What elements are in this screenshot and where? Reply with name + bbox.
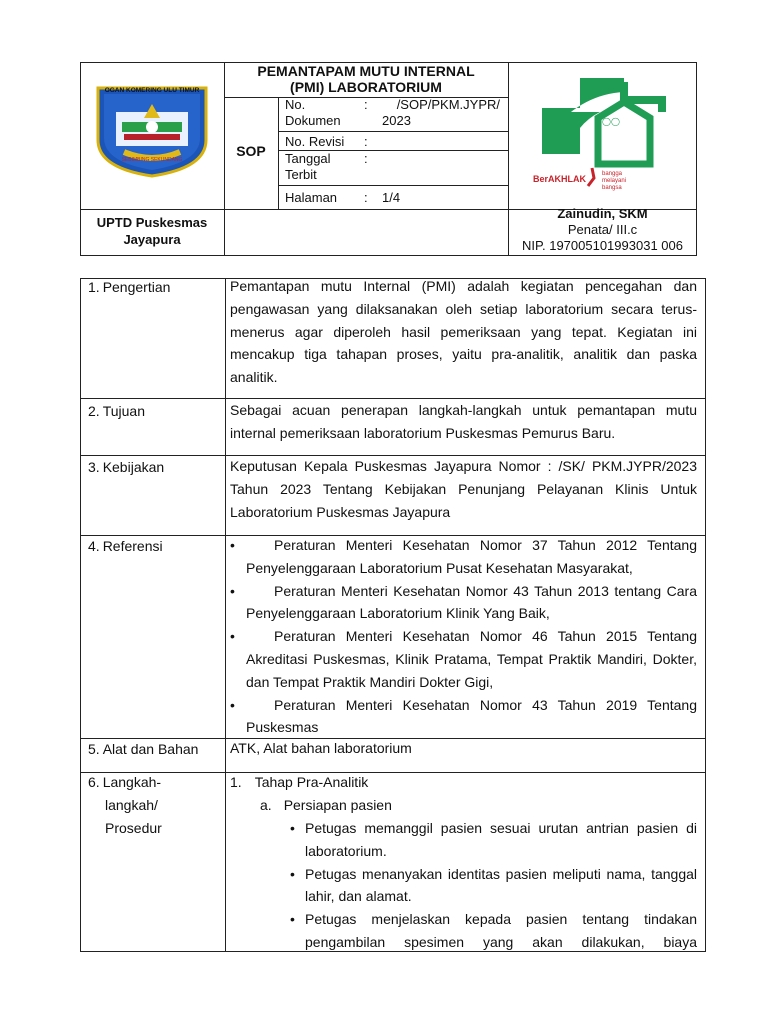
bullet-icon: •	[290, 865, 295, 882]
section-langkah-label: 6. Langkah- langkah/ Prosedur	[88, 774, 162, 836]
bullet-icon: •	[290, 820, 295, 836]
section-alat-text: ATK, Alat bahan laboratorium	[230, 740, 412, 756]
section-pengertian-label: 1. Pengertian	[88, 279, 171, 295]
content-table	[80, 278, 706, 952]
title-line-1: PEMANTAPAM MUTU INTERNAL	[257, 63, 475, 79]
procedure-list	[290, 817, 697, 954]
document-title	[224, 63, 508, 95]
procedure-substep-a: a. Persiapan pasien	[260, 797, 392, 813]
bullet-icon: •	[230, 582, 235, 599]
tagline-line-1: bangga	[602, 171, 623, 177]
bullet-icon: •	[230, 628, 235, 645]
health-ministry-logo	[528, 72, 678, 194]
title-line-2: (PMI) LABORATORIUM	[290, 79, 442, 95]
list-item: • Peraturan Menteri Kesehatan Nomor 43 Tahun 2019 Tentang Puskesmas	[230, 694, 697, 740]
doc-number-sep: :	[364, 97, 368, 112]
header-table	[80, 62, 697, 256]
list-item: • Peraturan Menteri Kesehatan Nomor 37 Tahun 2012 Tentang Penyelenggaraan Laboratorium Pusat Kesehatan Masyarakat,	[230, 534, 697, 580]
organization-name: UPTD Puskesmas Jayapura	[96, 215, 208, 247]
section-alat-label: 5. Alat dan Bahan	[88, 741, 199, 757]
bullet-icon: •	[230, 696, 235, 713]
page-value: 1/4	[382, 190, 401, 205]
section-referensi-label: 4. Referensi	[88, 538, 163, 554]
section-kebijakan-label: 3. Kebijakan	[88, 459, 165, 475]
list-item: • Petugas memanggil pasien sesuai urutan antrian pasien di laboratorium.	[290, 817, 697, 863]
page-sep: :	[364, 190, 368, 205]
bullet-icon: •	[290, 911, 295, 928]
tagline-line-2: melayani	[602, 178, 627, 184]
signer-nip: NIP. 197005101993031 006	[522, 238, 683, 253]
section-kebijakan-text: Keputusan Kepala Puskesmas Jayapura Nomor : /SK/ PKM.JYPR/2023 Tahun 2023 Tentang Kebijakan Penunjang Pelayanan Klinis Untuk Laboratorium Puskesmas Jayapura	[230, 458, 697, 520]
reference-list	[230, 534, 697, 739]
issue-date-sep: :	[364, 151, 368, 166]
section-tujuan-label: 2. Tujuan	[88, 403, 145, 419]
signer-rank: Penata/ III.c	[567, 222, 638, 237]
revision-sep: :	[364, 134, 368, 149]
doc-number-label: No. Dokumen	[285, 97, 341, 128]
bullet-icon: •	[230, 537, 235, 553]
list-item: • Petugas menjelaskan kepada pasien tentang tindakan pengambilan spesimen yang akan dilakukan, biaya	[290, 908, 697, 954]
list-item: • Peraturan Menteri Kesehatan Nomor 43 Tahun 2013 tentang Cara Penyelenggaraan Laboratorium Klinik Yang Baik,	[230, 580, 697, 626]
list-item: • Peraturan Menteri Kesehatan Nomor 46 Tahun 2015 Tentang Akreditasi Puskesmas, Klinik Pratama, Tempat Praktik Mandiri, Dokter, dan Tempat Praktik Mandiri Dokter Gigi,	[230, 625, 697, 693]
revision-label: No. Revisi	[285, 134, 345, 149]
list-item: • Petugas menanyakan identitas pasien meliputi nama, tanggal lahir, dan alamat.	[290, 863, 697, 909]
svg-text:◯◯: ◯◯	[602, 117, 620, 126]
doc-number-value: /SOP/PKM.JYPR/ 2023	[382, 97, 500, 128]
tagline-line-3: bangsa	[602, 185, 622, 191]
section-pengertian-text: Pemantapan mutu Internal (PMI) adalah kegiatan pencegahan dan pengawasan yang dilaksanakan oleh setiap laboratorium secara terus-menerus agar diperoleh hasil pemeriksaan yang tepat. Kegiatan ini mencakup tiga tahapan proses, yaitu pra-analitik, analitik dan paska analitik.	[230, 278, 697, 386]
section-tujuan-text: Sebagai acuan penerapan langkah-langkah untuk pemantapan mutu internal pemeriksaan laboratorium Puskesmas Pemurus Baru.	[230, 402, 697, 441]
signer-name: Zainudin, SKM	[557, 206, 648, 221]
crest-top-text: OGAN KOMERING ULU TIMUR	[104, 87, 200, 94]
procedure-step-1: 1. Tahap Pra-Analitik	[230, 774, 369, 790]
berakhlak-text: BerAKHLAK	[533, 174, 587, 184]
issue-date-label: Tanggal Terbit	[285, 151, 331, 182]
regency-crest-logo	[94, 78, 210, 178]
sop-label: SOP	[236, 143, 266, 159]
signer-block	[508, 206, 697, 254]
crest-motto-text: SEBIMBING SEKUNDANG	[121, 157, 183, 163]
page-label: Halaman	[285, 190, 338, 205]
